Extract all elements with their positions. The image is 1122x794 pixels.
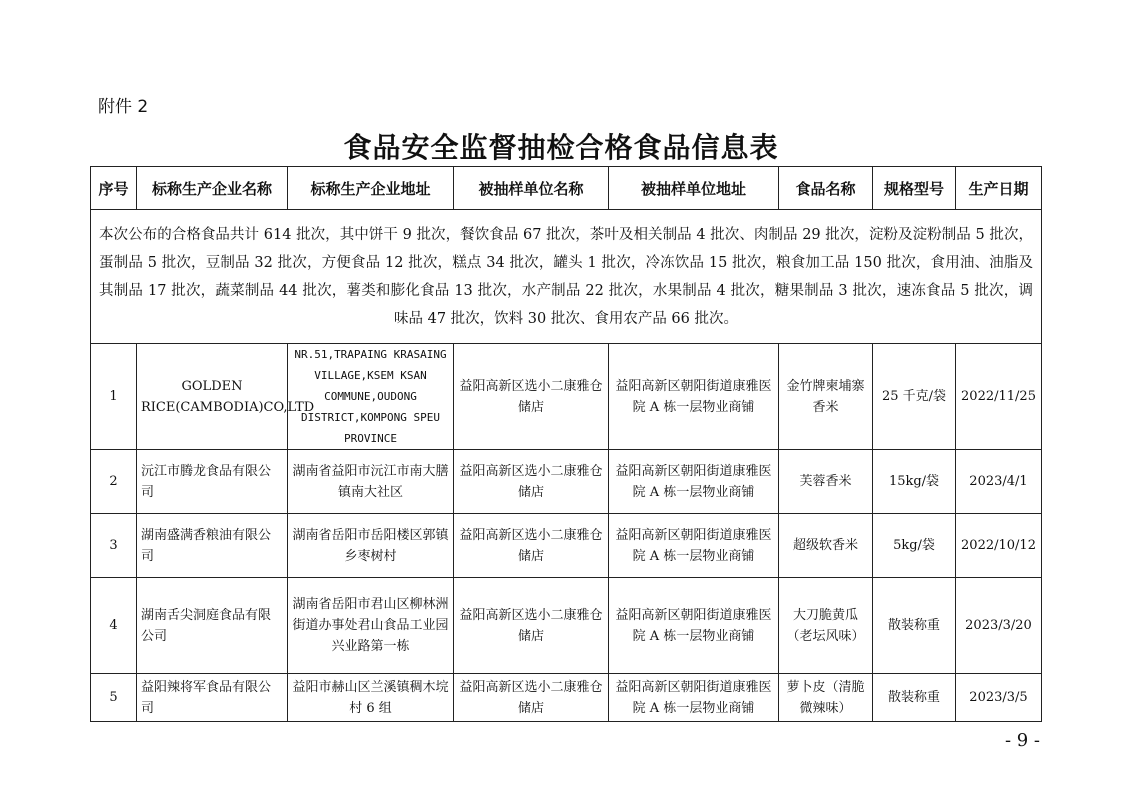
table-row — [91, 344, 1042, 450]
cell-spec: 散装称重 — [873, 578, 956, 674]
cell-production-date: 2023/4/1 — [956, 450, 1042, 514]
cell-sampled-address: 益阳高新区朝阳街道康雅医院 A 栋一层物业商铺 — [609, 674, 779, 722]
cell-manufacturer: 益阳辣将军食品有限公司 — [137, 674, 288, 722]
cell-sampled-unit: 益阳高新区选小二康雅仓储店 — [454, 514, 609, 578]
header-sampled-address: 被抽样单位地址 — [609, 167, 779, 210]
cell-seq: 5 — [91, 674, 137, 722]
header-production-date: 生产日期 — [956, 167, 1042, 210]
cell-manufacturer: 湖南盛满香粮油有限公司 — [137, 514, 288, 578]
cell-sampled-unit: 益阳高新区选小二康雅仓储店 — [454, 344, 609, 450]
cell-production-date: 2022/10/12 — [956, 514, 1042, 578]
cell-manufacturer: 湖南舌尖洞庭食品有限公司 — [137, 578, 288, 674]
cell-sampled-unit: 益阳高新区选小二康雅仓储店 — [454, 578, 609, 674]
header-seq: 序号 — [91, 167, 137, 210]
page-number: - 9 - — [1004, 730, 1040, 751]
cell-production-date: 2023/3/5 — [956, 674, 1042, 722]
page-title: 食品安全监督抽检合格食品信息表 — [343, 131, 779, 164]
cell-food-name: 大刀脆黄瓜（老坛风味） — [779, 578, 873, 674]
cell-spec: 25 千克/袋 — [873, 344, 956, 450]
cell-sampled-address: 益阳高新区朝阳街道康雅医院 A 栋一层物业商铺 — [609, 578, 779, 674]
summary-text: 本次公布的合格食品共计 614 批次，其中饼干 9 批次，餐饮食品 67 批次，茶叶及相关制品 4 批次、肉制品 29 批次，淀粉及淀粉制品 5 批次，蛋制品 5 批次，豆制品 32 批次，方便食品 12 批次，糕点 34 批次，罐头 1 批次，冷冻饮品 15 批次，粮食加工品 150 批次，食用油、油脂及其制品 17 批次，蔬菜制品 44 批次，薯类和膨化食品 13 批次，水产制品 22 批次，水果制品 4 批次，糖果制品 3 批次，速冻食品 5 批次，调味品 47 批次，饮料 30 批次、食用农产品 66 批次。 — [91, 210, 1042, 344]
cell-food-name: 金竹牌柬埔寨香米 — [779, 344, 873, 450]
cell-sampled-unit: 益阳高新区选小二康雅仓储店 — [454, 674, 609, 722]
cell-sampled-address: 益阳高新区朝阳街道康雅医院 A 栋一层物业商铺 — [609, 450, 779, 514]
cell-seq: 2 — [91, 450, 137, 514]
attachment-label: 附件 2 — [98, 97, 149, 117]
cell-food-name: 萝卜皮（清脆微辣味） — [779, 674, 873, 722]
cell-spec: 15kg/袋 — [873, 450, 956, 514]
cell-sampled-address: 益阳高新区朝阳街道康雅医院 A 栋一层物业商铺 — [609, 344, 779, 450]
inspection-table — [90, 166, 1042, 722]
cell-spec: 5kg/袋 — [873, 514, 956, 578]
header-food-name: 食品名称 — [779, 167, 873, 210]
table-header-row — [91, 167, 1042, 210]
cell-manufacturer-address: NR.51,TRAPAING KRASAING VILLAGE,KSEM KSAN COMMUNE,OUDONG DISTRICT,KOMPONG SPEU PROVINCE — [288, 344, 454, 450]
table-row — [91, 514, 1042, 578]
cell-food-name: 芙蓉香米 — [779, 450, 873, 514]
cell-seq: 1 — [91, 344, 137, 450]
cell-production-date: 2023/3/20 — [956, 578, 1042, 674]
header-manufacturer: 标称生产企业名称 — [137, 167, 288, 210]
table-row — [91, 578, 1042, 674]
cell-sampled-address: 益阳高新区朝阳街道康雅医院 A 栋一层物业商铺 — [609, 514, 779, 578]
cell-manufacturer-address: 湖南省岳阳市君山区柳林洲街道办事处君山食品工业园兴业路第一栋 — [288, 578, 454, 674]
header-sampled-unit: 被抽样单位名称 — [454, 167, 609, 210]
cell-seq: 4 — [91, 578, 137, 674]
cell-manufacturer-address: 益阳市赫山区兰溪镇稠木垸村 6 组 — [288, 674, 454, 722]
cell-manufacturer: GOLDEN RICE(CAMBODIA)CO,LTD — [137, 344, 288, 450]
summary-row — [91, 210, 1042, 344]
header-spec: 规格型号 — [873, 167, 956, 210]
cell-manufacturer-address: 湖南省岳阳市岳阳楼区郭镇乡枣树村 — [288, 514, 454, 578]
cell-sampled-unit: 益阳高新区选小二康雅仓储店 — [454, 450, 609, 514]
cell-food-name: 超级软香米 — [779, 514, 873, 578]
cell-production-date: 2022/11/25 — [956, 344, 1042, 450]
table-row — [91, 674, 1042, 722]
header-manufacturer-address: 标称生产企业地址 — [288, 167, 454, 210]
cell-manufacturer: 沅江市腾龙食品有限公司 — [137, 450, 288, 514]
table-row — [91, 450, 1042, 514]
cell-manufacturer-address: 湖南省益阳市沅江市南大膳镇南大社区 — [288, 450, 454, 514]
cell-spec: 散装称重 — [873, 674, 956, 722]
cell-seq: 3 — [91, 514, 137, 578]
